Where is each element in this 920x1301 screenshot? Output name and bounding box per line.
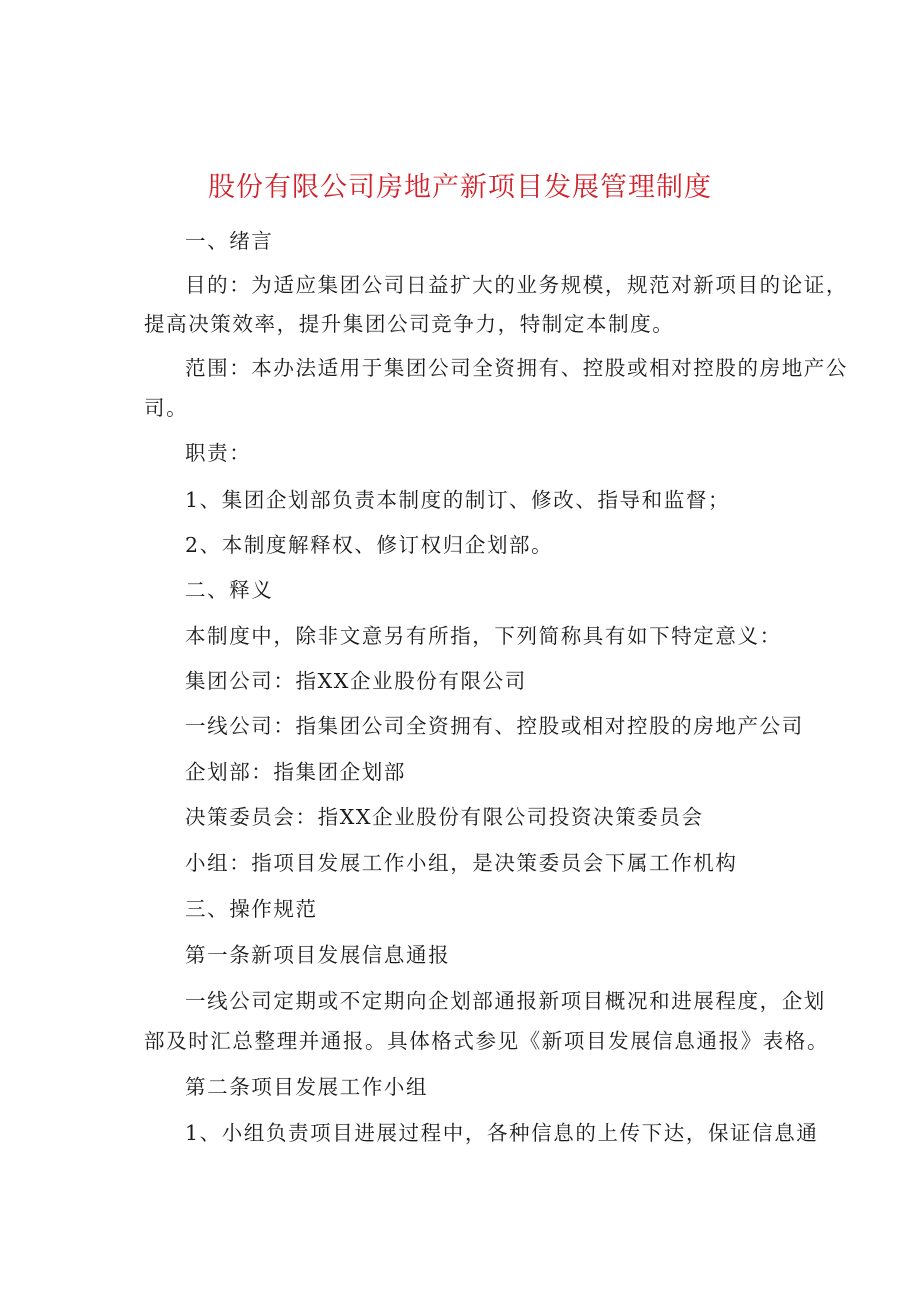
definition-planning-dept: 企划部：指集团企划部: [185, 760, 406, 784]
article-1-heading: 第一条新项目发展信息通报: [185, 943, 451, 967]
article-1-line-1: 一线公司定期或不定期向企划部通报新项目概况和进展程度，企划: [185, 989, 826, 1013]
definition-decision-committee: 决策委员会：指XX企业股份有限公司投资决策委员会: [185, 805, 704, 829]
paragraph-duties-heading: 职责：: [185, 441, 252, 465]
paragraph-definitions-intro: 本制度中，除非文意另有所指，下列简称具有如下特定意义：: [185, 624, 782, 648]
duty-item-1: 1、集团企划部负责本制度的制订、修改、指导和监督；: [185, 488, 731, 512]
definition-group-company: 集团公司：指XX企业股份有限公司: [185, 669, 527, 693]
article-2-line-1: 1、小组负责项目进展过程中，各种信息的上传下达，保证信息通: [185, 1121, 819, 1145]
section-heading-intro: 一、绪言: [185, 229, 274, 253]
duty-item-2: 2、本制度解释权、修订权归企划部。: [185, 533, 554, 557]
definition-working-group: 小组：指项目发展工作小组，是决策委员会下属工作机构: [185, 851, 738, 875]
paragraph-purpose-line-2: 提高决策效率，提升集团公司竞争力，特制定本制度。: [144, 312, 675, 336]
document-title: 股份有限公司房地产新项目发展管理制度: [208, 172, 712, 203]
section-heading-operations: 三、操作规范: [185, 897, 318, 921]
paragraph-scope-line-2: 司。: [144, 396, 189, 420]
definition-frontline-company: 一线公司：指集团公司全资拥有、控股或相对控股的房地产公司: [185, 714, 804, 738]
section-heading-definitions: 二、释义: [185, 578, 274, 602]
article-2-heading: 第二条项目发展工作小组: [185, 1075, 429, 1099]
paragraph-scope-line-1: 范围：本办法适用于集团公司全资拥有、控股或相对控股的房地产公: [185, 356, 848, 380]
article-1-line-2: 部及时汇总整理并通报。具体格式参见《新项目发展信息通报》表格。: [144, 1029, 830, 1053]
paragraph-purpose-line-1: 目的：为适应集团公司日益扩大的业务规模，规范对新项目的论证，: [185, 273, 848, 297]
